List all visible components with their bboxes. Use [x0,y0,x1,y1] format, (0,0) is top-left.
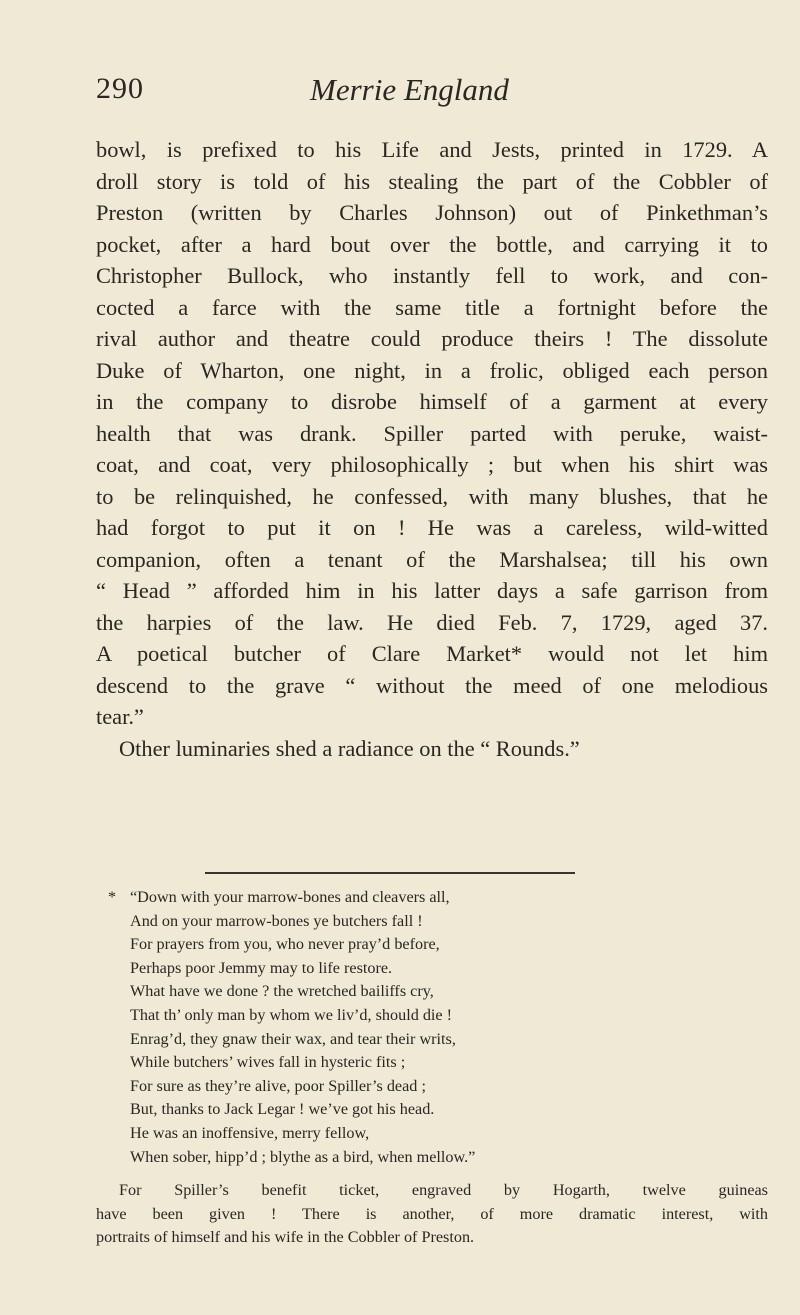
note-line: have been given ! There is another, of more dramatic interest, with [96,1204,768,1223]
text-line: rival author and theatre could produce theirs ! The dissolute [96,326,768,351]
text-line: tear.” [96,704,144,729]
footnote-note [96,1179,768,1250]
footnote [96,886,768,1250]
text-line: to be relinquished, he confessed, with many blushes, that he [96,483,768,509]
text-line: Christopher Bullock, who instantly fell to work, and con- [96,263,768,288]
text-line: Duke of Wharton, one night, in a frolic, obliged each person [96,357,768,383]
poem-line: While butchers’ wives fall in hysteric fits ; [130,1053,406,1072]
text-line: the harpies of the law. He died Feb. 7, 1729, aged 37. [96,609,768,635]
text-line: in the company to disrobe himself of a garment at every [96,389,768,414]
text-line: descend to the grave “ without the meed of one melodious [96,672,768,698]
text-line: health that was drank. Spiller parted with peruke, waist- [96,420,768,446]
text-line: Preston (written by Charles Johnson) out of Pinkethman’s [96,200,768,225]
text-line: “ Head ” afforded him in his latter days a safe garrison from [96,578,768,603]
poem-line: For prayers from you, who never pray’d before, [130,935,440,954]
text-line: companion, often a tenant of the Marshalsea; till his own [96,546,768,572]
poem-line: And on your marrow-bones ye butchers fall ! [130,911,423,930]
text-line: cocted a farce with the same title a fortnight before the [96,294,768,320]
poem-line: That th’ only man by whom we liv’d, should die ! [130,1005,453,1024]
text-line: Other luminaries shed a radiance on the “ Rounds.” [119,735,580,761]
footnote-rule [205,872,575,874]
poem-line: What have we done ? the wretched bailiffs cry, [130,982,434,1001]
note-line: For Spiller’s benefit ticket, engraved by Hogarth, twelve guineas [119,1181,768,1200]
text-line: coat, and coat, very philosophically ; but when his shirt was [96,452,768,477]
poem-line: Perhaps poor Jemmy may to life restore. [130,958,393,977]
text-line: A poetical butcher of Clare Market* would not let him [96,641,768,666]
footnote-marker: * [108,888,117,906]
text-line: droll story is told of his stealing the part of the Cobbler of [96,168,768,194]
footnote-poem [96,886,768,1169]
poem-line: When sober, hipp’d ; blythe as a bird, when mellow.” [130,1147,476,1166]
poem-line: But, thanks to Jack Legar ! we’ve got his head. [130,1100,435,1119]
poem-line: “Down with your marrow-bones and cleavers all, [130,888,450,906]
poem-line: For sure as they’re alive, poor Spiller’s dead ; [130,1076,426,1095]
text-line: pocket, after a hard bout over the bottle, and carrying it to [96,231,768,257]
page-number: 290 [96,72,144,105]
poem-line: Enrag’d, they gnaw their wax, and tear their writs, [130,1029,456,1048]
page-header [96,72,746,122]
poem-line: He was an inoffensive, merry fellow, [130,1123,370,1142]
text-line: bowl, is prefixed to his Life and Jests, printed in 1729. A [96,137,768,162]
running-title: Merrie England [310,72,509,107]
main-text [96,134,768,764]
note-line: portraits of himself and his wife in the Cobbler of Preston. [96,1228,475,1247]
text-line: had forgot to put it on ! He was a careless, wild-witted [96,515,768,540]
